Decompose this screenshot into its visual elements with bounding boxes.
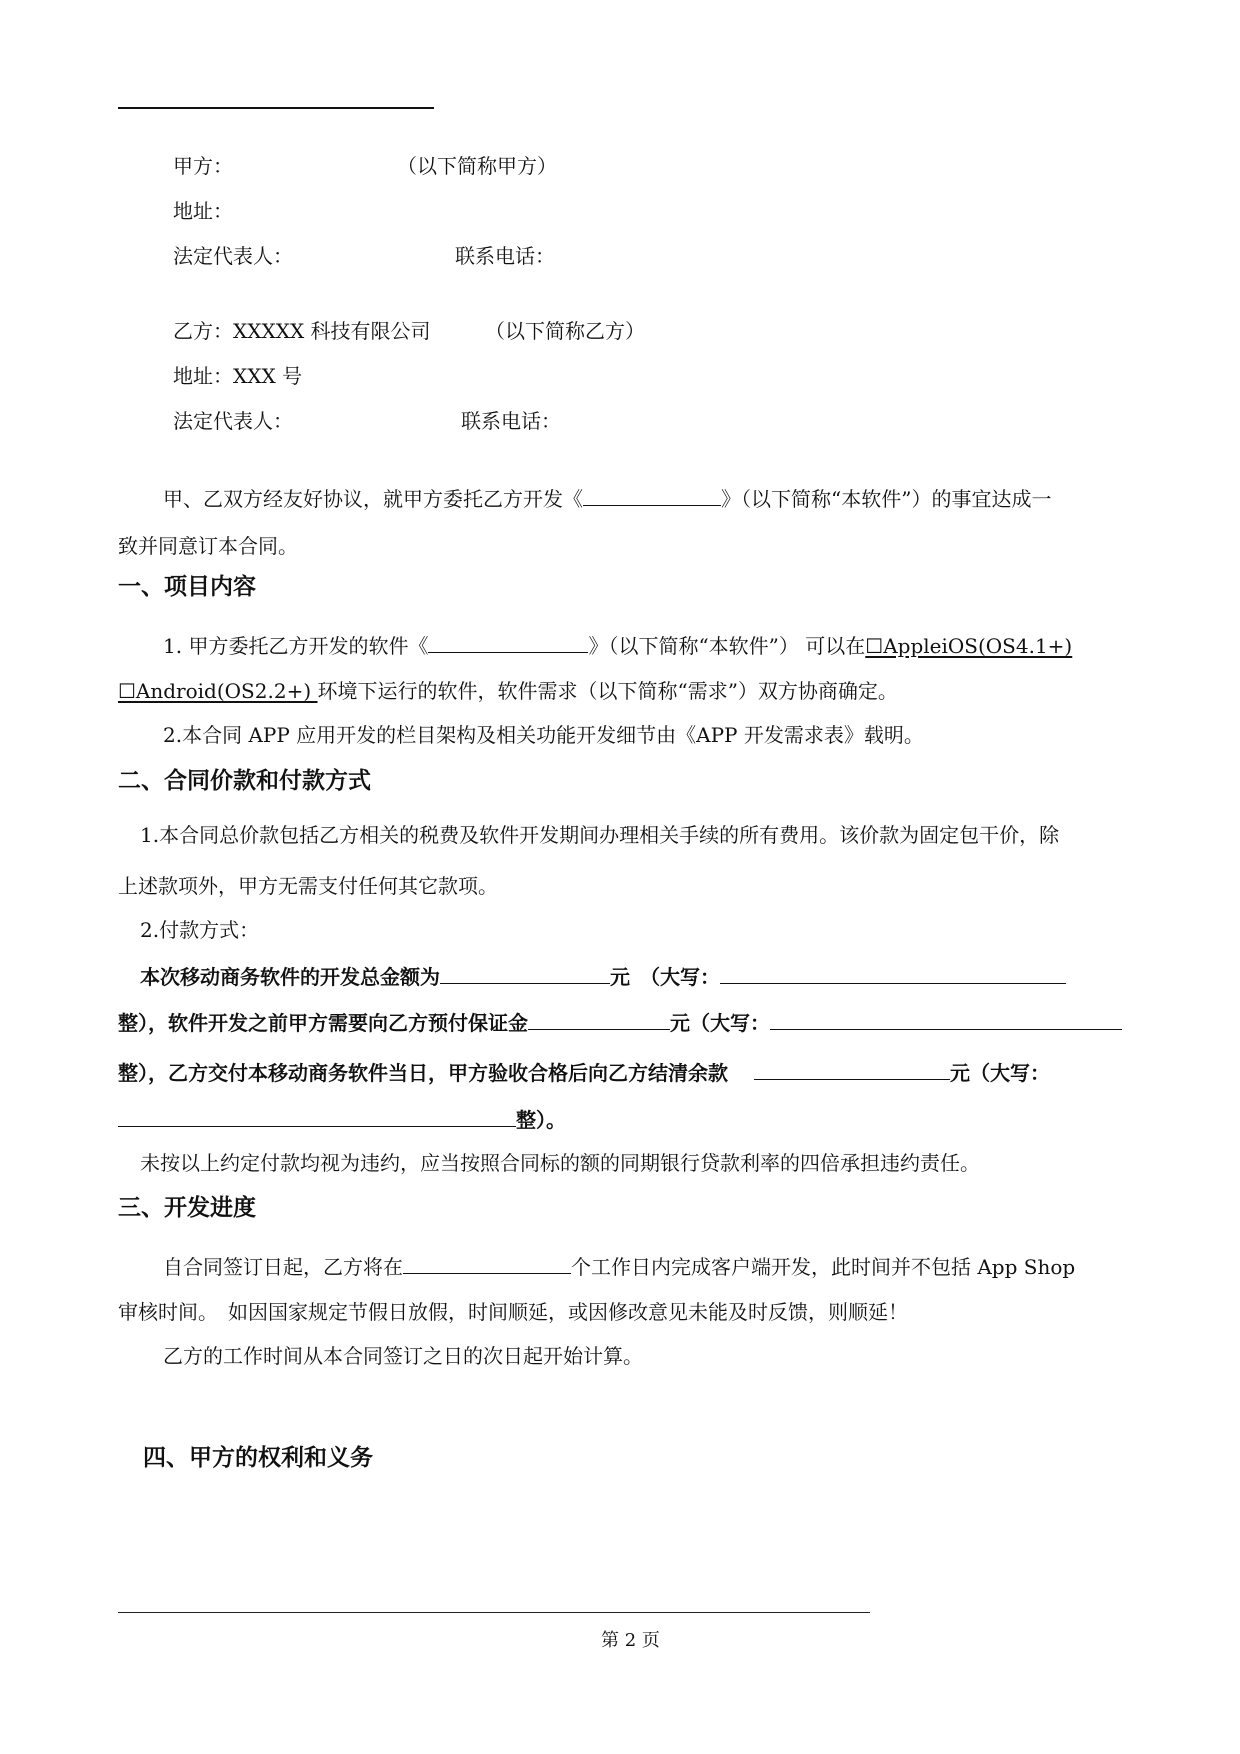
- balance-text: 整），乙方交付本移动商务软件当日，甲方验收合格后向乙方结清余款: [118, 1061, 728, 1085]
- deposit-amount-blank: [528, 1007, 670, 1030]
- section-1-item-1: [163, 630, 1072, 660]
- balance-words-blank: [118, 1104, 516, 1127]
- intro-line-1: [163, 483, 1051, 513]
- ios-checkbox-label: ☐AppleiOS(OS4.1+): [865, 634, 1073, 658]
- section-2-item-1-line-2: 上述款项外，甲方无需支付任何其它款项。: [118, 874, 498, 898]
- item-1-text-a: 1. 甲方委托乙方开发的软件《: [163, 634, 429, 658]
- section-3-heading: 三、开发进度: [118, 1195, 256, 1221]
- party-a-label: 甲方：: [173, 154, 233, 178]
- party-a-phone-label: 联系电话：: [455, 244, 555, 268]
- section-3-paragraph-1: [163, 1251, 1075, 1281]
- section-2-heading: 二、合同价款和付款方式: [118, 768, 371, 794]
- deposit-text: 整），软件开发之前甲方需要向乙方预付保证金: [118, 1011, 528, 1035]
- section-3-paragraph-1-line-2: 审核时间。 如因国家规定节假日放假，时间顺延，或因修改意见未能及时反馈，则顺延！: [118, 1300, 908, 1324]
- payment-line-1: [140, 961, 1066, 991]
- schedule-text-b: 个工作日内完成客户端开发，此时间并不包括 App Shop: [571, 1255, 1076, 1279]
- payment-line-3: [118, 1057, 1050, 1087]
- software-name-blank: [583, 483, 721, 506]
- payment-line-4: [118, 1104, 566, 1134]
- deposit-words-blank: [770, 1007, 1122, 1030]
- section-4-heading: 四、甲方的权利和义务: [143, 1445, 373, 1471]
- deposit-unit: 元（大写：: [670, 1011, 770, 1035]
- section-1-item-1-line-2: [118, 677, 898, 705]
- payment-line-2: [118, 1007, 1122, 1037]
- total-amount-blank: [440, 961, 610, 984]
- total-amount-words-blank: [720, 961, 1066, 984]
- balance-amount-blank: [754, 1057, 950, 1080]
- section-2-item-1-line-1: 1.本合同总价款包括乙方相关的税费及软件开发期间办理相关手续的所有费用。该价款为固定包干价，除: [140, 823, 1060, 847]
- intro-text-b: 》（以下简称“本软件”）的事宜达成一: [721, 487, 1052, 511]
- balance-words-end: 整）。: [516, 1108, 566, 1132]
- working-days-blank: [403, 1251, 571, 1274]
- section-1-item-2: 2.本合同 APP 应用开发的栏目架构及相关功能开发细节由《APP 开发需求表》载明。: [163, 723, 924, 747]
- intro-line-2: 致并同意订本合同。: [118, 534, 298, 558]
- party-a-address-label: 地址：: [173, 199, 233, 223]
- item-1-text-b: 》（以下简称“本软件”） 可以在: [588, 634, 866, 658]
- section-2-item-2-label: 2.付款方式：: [140, 918, 260, 942]
- item-1-rest: 环境下运行的软件，软件需求（以下简称“需求”）双方协商确定。: [317, 679, 898, 703]
- party-b-rep-label: 法定代表人：: [173, 409, 293, 433]
- software-name-blank-2: [428, 630, 588, 653]
- penalty-clause: 未按以上约定付款均视为违约，应当按照合同标的额的同期银行贷款利率的四倍承担违约责任。: [140, 1151, 980, 1175]
- party-a-rep-label: 法定代表人：: [173, 244, 293, 268]
- android-checkbox-label: ☐Android(OS2.2+): [118, 679, 318, 703]
- section-3-paragraph-2: 乙方的工作时间从本合同签订之日的次日起开始计算。: [163, 1344, 643, 1368]
- top-rule: [118, 107, 434, 109]
- total-amount-unit: 元 （大写：: [610, 965, 720, 989]
- total-amount-text: 本次移动商务软件的开发总金额为: [140, 965, 440, 989]
- party-b-label: 乙方：XXXXX 科技有限公司: [173, 319, 431, 343]
- page-number: 第 2 页: [601, 1630, 660, 1651]
- balance-unit: 元（大写：: [950, 1061, 1050, 1085]
- intro-text-a: 甲、乙双方经友好协议，就甲方委托乙方开发《: [163, 487, 583, 511]
- schedule-text-a: 自合同签订日起，乙方将在: [163, 1255, 403, 1279]
- party-b-phone-label: 联系电话：: [461, 409, 561, 433]
- party-b-alias: （以下简称乙方）: [485, 319, 645, 343]
- section-1-heading: 一、项目内容: [118, 574, 256, 600]
- footer-rule: [118, 1612, 870, 1613]
- party-a-alias: （以下简称甲方）: [397, 154, 557, 178]
- party-b-address: 地址：XXX 号: [173, 364, 303, 388]
